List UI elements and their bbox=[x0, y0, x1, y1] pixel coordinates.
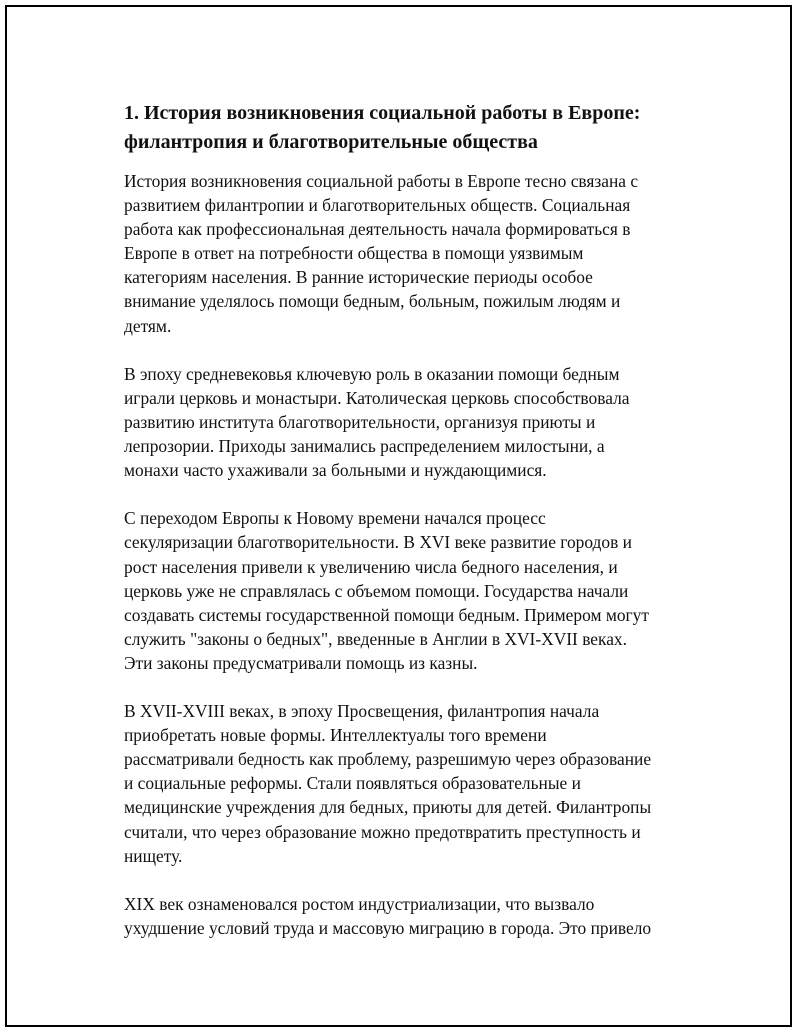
text-line: играли церковь и монастыри. Католическая церковь способствовала bbox=[124, 387, 630, 408]
document-body bbox=[124, 99, 714, 964]
text-line: История возникновения социальной работы в Европе тесно связана с bbox=[124, 171, 639, 191]
text-line: детям. bbox=[124, 315, 172, 336]
paragraph-5 bbox=[124, 892, 714, 940]
text-line: и социальные реформы. Стали появляться образовательные и bbox=[124, 773, 581, 794]
section-heading-line-2: филантропия и благотворительные общества bbox=[124, 131, 538, 153]
text-line: В XVII-XVIII веках, в эпоху Просвещения, филантропия начала bbox=[124, 701, 600, 722]
section-heading-line-1: 1. История возникновения социальной работы в Европе: bbox=[124, 102, 641, 124]
text-line: служить "законы о бедных", введенные в Англии в XVI-XVII веках. bbox=[124, 628, 627, 649]
text-line: приобретать новые формы. Интеллектуалы того времени bbox=[124, 725, 547, 746]
text-line: Эти законы предусматривали помощь из казны. bbox=[124, 652, 478, 673]
paragraph-3 bbox=[124, 506, 714, 675]
section-heading bbox=[124, 99, 714, 157]
text-line: монахи часто ухаживали за больными и нуждающимися. bbox=[124, 460, 547, 481]
text-line: XIX век ознаменовался ростом индустриализации, что вызвало bbox=[124, 893, 595, 914]
text-line: лепрозории. Приходы занимались распределением милостыни, а bbox=[124, 436, 605, 457]
text-line: развитием филантропии и благотворительных обществ. Социальная bbox=[124, 195, 631, 216]
text-line: создавать системы государственной помощи бедным. Примером могут bbox=[124, 604, 649, 625]
text-line: С переходом Европы к Новому времени начался процесс bbox=[124, 508, 546, 529]
text-line: считали, что через образование можно предотвратить преступность и bbox=[124, 821, 641, 842]
text-line: работа как профессиональная деятельность начала формироваться в bbox=[124, 219, 631, 240]
text-line: Европе в ответ на потребности общества в помощи уязвимым bbox=[124, 243, 584, 264]
text-line: внимание уделялось помощи бедным, больным, пожилым людям и bbox=[124, 291, 621, 312]
page-frame bbox=[5, 5, 792, 1027]
text-line: медицинские учреждения для бедных, приюты для детей. Филантропы bbox=[124, 797, 652, 818]
paragraph-4 bbox=[124, 699, 714, 868]
text-line: В эпоху средневековья ключевую роль в оказании помощи бедным bbox=[124, 363, 620, 384]
paragraph-2 bbox=[124, 362, 714, 482]
text-line: церковь уже не справлялась с объемом помощи. Государства начали bbox=[124, 580, 629, 601]
text-line: категориям населения. В ранние исторические периоды особое bbox=[124, 267, 593, 288]
text-line: нищету. bbox=[124, 845, 183, 866]
text-line: секуляризации благотворительности. В XVI веке развитие городов и bbox=[124, 532, 632, 553]
paragraph-1 bbox=[124, 169, 714, 338]
text-line: рост населения привели к увеличению числа бедного населения, и bbox=[124, 556, 618, 577]
text-line: ухудшение условий труда и массовую миграцию в города. Это привело bbox=[124, 917, 652, 938]
text-line: рассматривали бедность как проблему, разрешимую через образование bbox=[124, 749, 652, 770]
text-line: развитию института благотворительности, организуя приюты и bbox=[124, 411, 596, 432]
